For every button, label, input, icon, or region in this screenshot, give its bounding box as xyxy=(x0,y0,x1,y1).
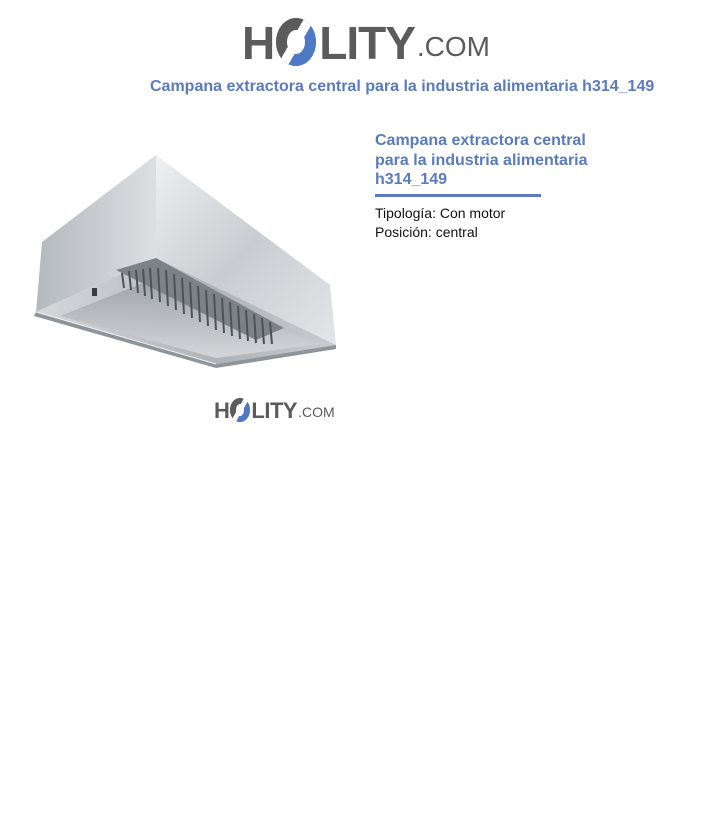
product-heading: Campana extractora central para la industria alimentaria h314_149 xyxy=(375,132,588,188)
spec-label: Tipología: xyxy=(375,205,436,221)
logo-letters: LITY xyxy=(319,17,415,69)
holity-logo[interactable] xyxy=(242,14,491,69)
spec-posicion xyxy=(375,223,478,242)
spec-value: Con motor xyxy=(439,205,506,221)
watermark-o-icon xyxy=(230,398,250,422)
watermark-letters: LITY xyxy=(251,398,298,423)
spec-tipologia xyxy=(375,204,505,223)
logo-domain: .COM xyxy=(416,31,491,62)
page-title: Campana extractora central para la industria alimentaria h314_149 xyxy=(150,78,655,95)
logo-letter-h: H xyxy=(242,17,275,69)
watermark-domain: .COM xyxy=(298,404,335,420)
spec-label: Posición: xyxy=(375,224,432,240)
watermark-letter-h: H xyxy=(214,398,230,423)
spec-value: central xyxy=(435,224,478,240)
heading-divider xyxy=(375,194,541,197)
holity-watermark-logo xyxy=(214,396,335,422)
logo-o-icon xyxy=(276,18,316,66)
kitchen-hood-image xyxy=(30,150,340,372)
